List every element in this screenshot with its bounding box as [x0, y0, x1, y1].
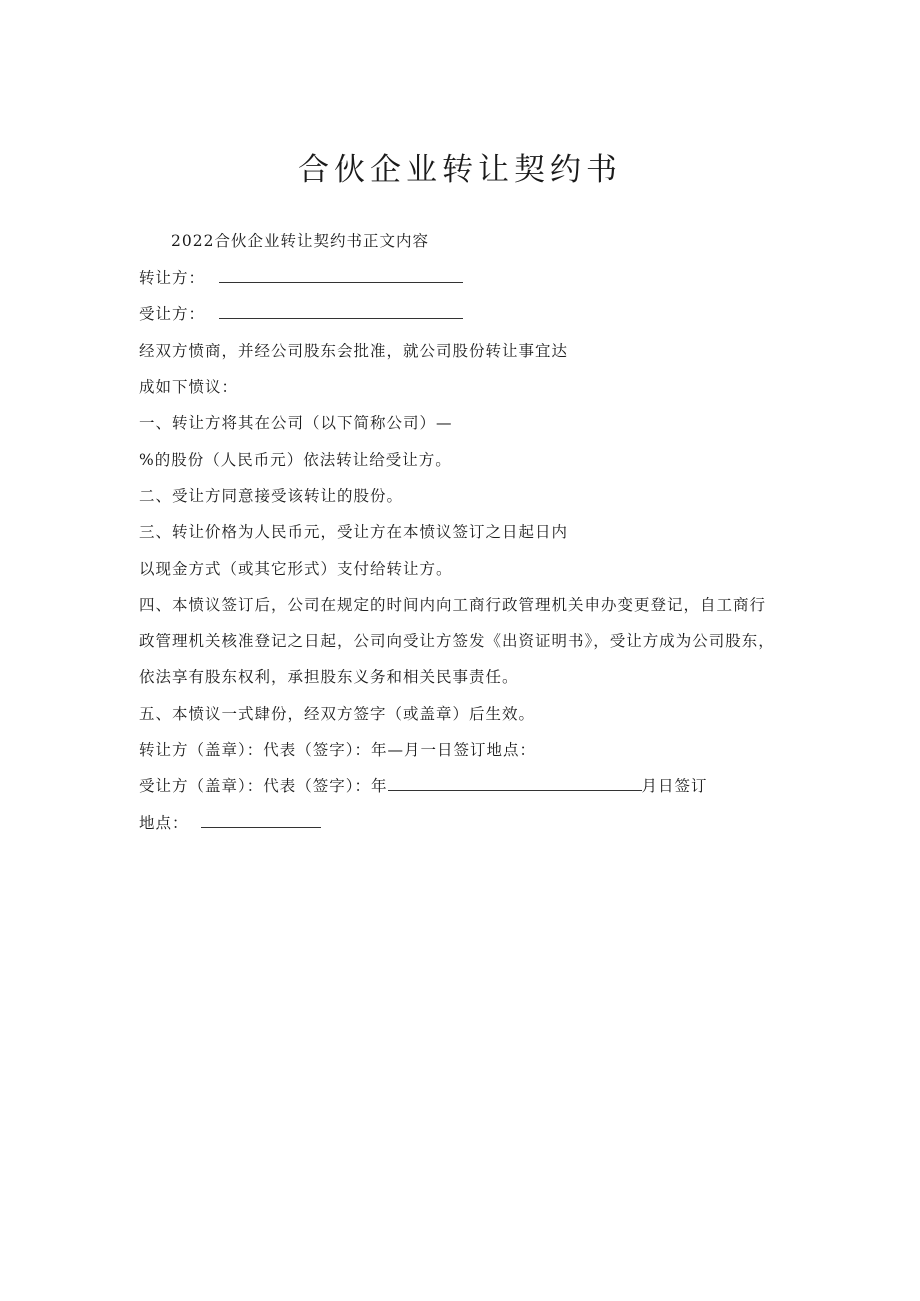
clause-4-line-2: 政管理机关核准登记之日起，公司向受让方签发《出资证明书》，受让方成为公司股东，	[139, 632, 775, 650]
intro-paragraph-line-2: 成如下愤议：	[139, 378, 239, 396]
clause-2: 二、受让方同意接受该转让的股份。	[139, 487, 404, 505]
clause-5: 五、本愤议一式肆份，经双方签字（或盖章）后生效。	[139, 705, 536, 723]
transferee-blank	[219, 302, 463, 319]
clause-3-line-1: 三、转让价格为人民币元，受让方在本愤议签订之日起日内	[139, 523, 569, 541]
document-subtitle: 2022合伙企业转让契约书正文内容	[171, 232, 429, 250]
transferor-blank	[219, 266, 463, 283]
transferee-line	[139, 302, 463, 326]
transferee-signature-suffix: 月日签订	[641, 777, 708, 795]
place-blank	[201, 811, 321, 828]
clause-4-line-1: 四、本愤议签订后，公司在规定的时间内向工商行政管理机关申办变更登记，自工商行	[139, 596, 767, 614]
transferor-signature-line: 转让方（盖章）：代表（签字）：年—月一日签订地点：	[139, 741, 537, 759]
place-label: 地点：	[139, 814, 189, 832]
transferor-line	[139, 266, 463, 290]
transferee-label: 受让方：	[139, 305, 206, 323]
transferee-signature-line	[139, 774, 708, 798]
transferee-signature-blank	[388, 774, 642, 791]
document-title: 合伙企业转让契约书	[298, 152, 622, 188]
transferee-signature-prefix: 受让方（盖章）：代表（签字）：年	[139, 777, 388, 795]
clause-4-line-3: 依法享有股东权利，承担股东义务和相关民事责任。	[139, 668, 519, 686]
intro-paragraph-line-1: 经双方愤商，并经公司股东会批准，就公司股份转让事宜达	[139, 342, 569, 360]
place-line	[139, 811, 321, 835]
transferor-label: 转让方：	[139, 269, 206, 287]
clause-1-line-1: 一、转让方将其在公司（以下简称公司）—	[139, 414, 453, 432]
clause-3-line-2: 以现金方式（或其它形式）支付给转让方。	[139, 560, 453, 578]
clause-1-line-2: %的股份（人民币元）依法转让给受让方。	[139, 451, 452, 469]
